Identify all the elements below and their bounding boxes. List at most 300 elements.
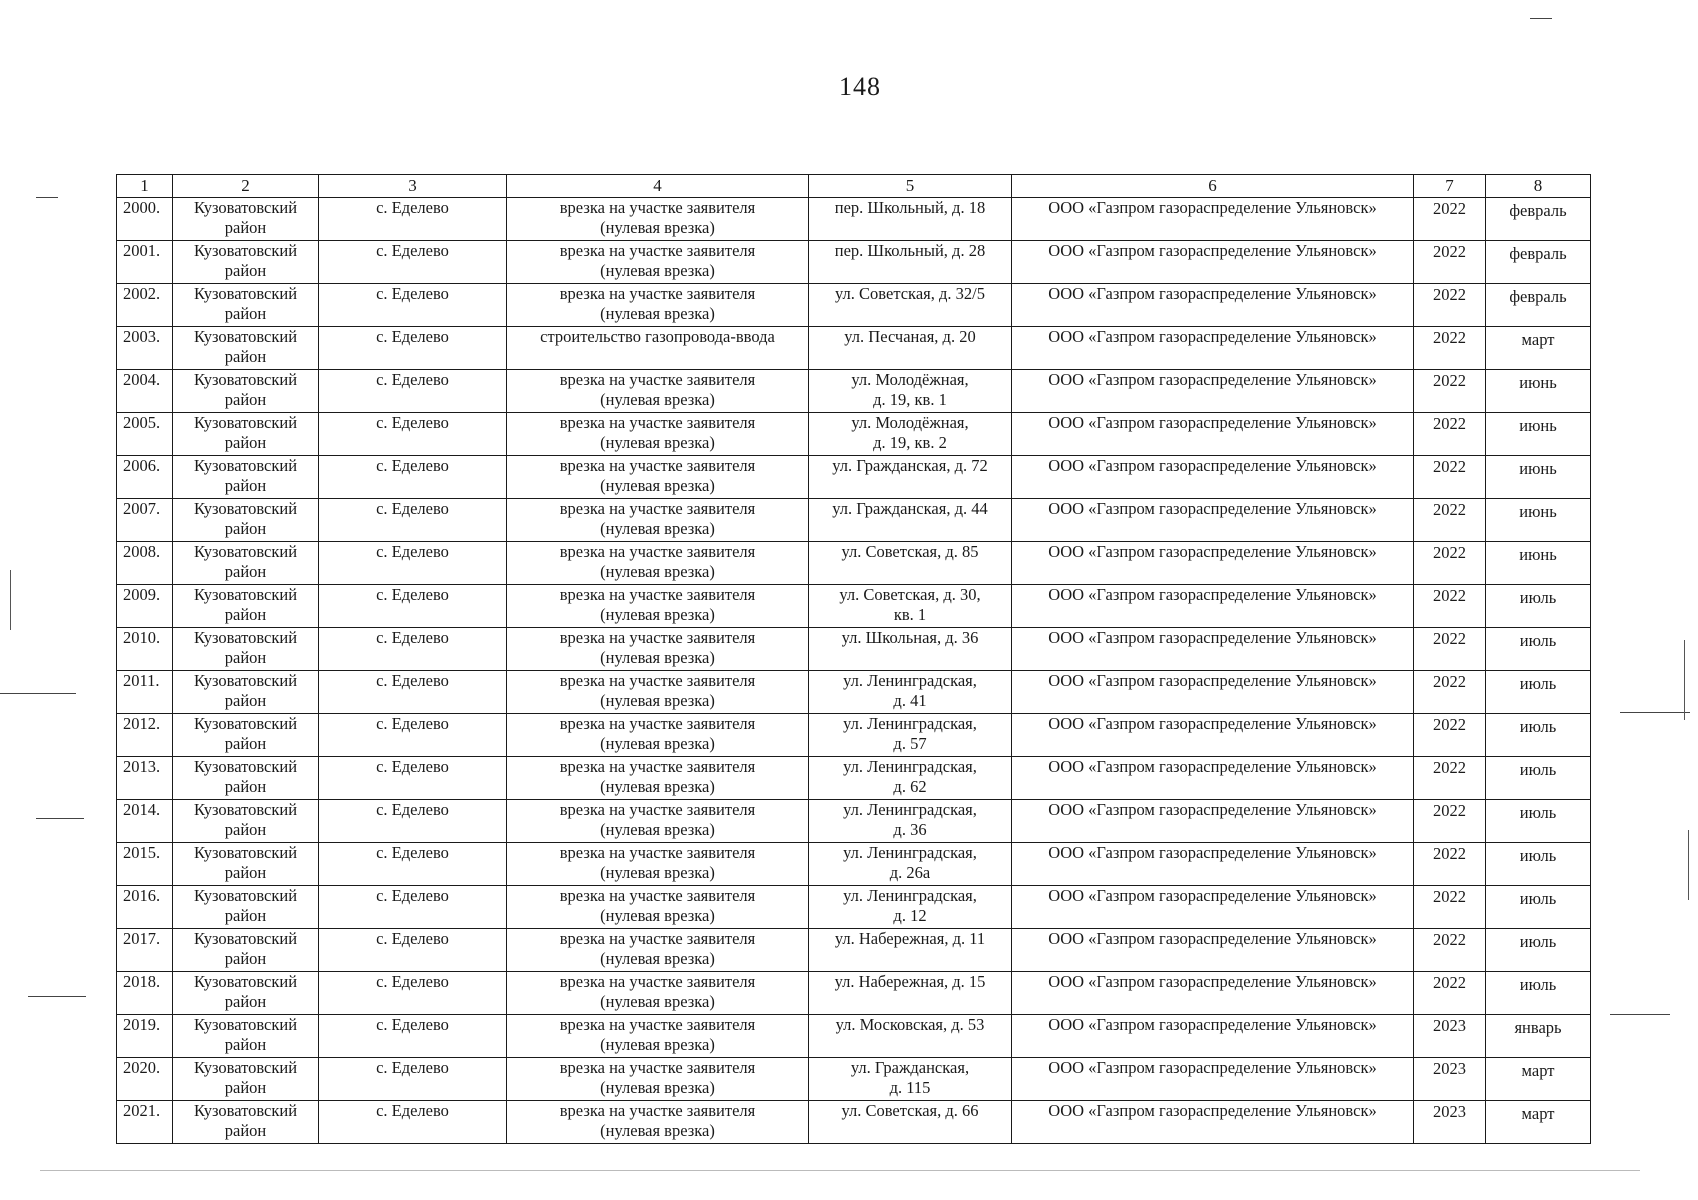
district-cell	[173, 714, 319, 757]
organization-cell: ООО «Газпром газораспределение Ульяновск»	[1012, 1101, 1414, 1144]
header-row	[117, 175, 1591, 198]
district-text: Кузоватовский	[193, 1015, 298, 1034]
village-cell: с. Еделево	[319, 972, 507, 1015]
work-type-text: врезка на участке заявителя	[559, 456, 756, 475]
year-cell: 2022	[1414, 413, 1486, 456]
district-cell	[173, 671, 319, 714]
row-number: 2021.	[117, 1101, 173, 1144]
scan-artifact	[1684, 640, 1685, 720]
row-number: 2006.	[117, 456, 173, 499]
work-type-text: (нулевая врезка)	[600, 1035, 715, 1054]
district-text: Кузоватовский	[193, 456, 298, 475]
month-cell: июль	[1486, 800, 1591, 843]
organization-cell: ООО «Газпром газораспределение Ульяновск»	[1012, 843, 1414, 886]
row-number: 2002.	[117, 284, 173, 327]
month-cell: июль	[1486, 671, 1591, 714]
year-cell: 2022	[1414, 198, 1486, 241]
district-text: Кузоватовский	[193, 542, 298, 561]
month-cell: июнь	[1486, 456, 1591, 499]
district-text: Кузоватовский	[193, 929, 298, 948]
district-cell	[173, 499, 319, 542]
table-row	[117, 1101, 1591, 1144]
work-type-cell	[507, 1058, 809, 1101]
organization-cell: ООО «Газпром газораспределение Ульяновск»	[1012, 972, 1414, 1015]
table-row	[117, 241, 1591, 284]
scan-artifact	[1688, 830, 1689, 900]
village-cell: с. Еделево	[319, 1101, 507, 1144]
district-text: район	[224, 1035, 267, 1054]
district-text: район	[224, 949, 267, 968]
district-text: Кузоватовский	[193, 499, 298, 518]
organization-cell: ООО «Газпром газораспределение Ульяновск»	[1012, 714, 1414, 757]
year-cell: 2022	[1414, 886, 1486, 929]
organization-cell: ООО «Газпром газораспределение Ульяновск»	[1012, 370, 1414, 413]
organization-cell: ООО «Газпром газораспределение Ульяновск»	[1012, 800, 1414, 843]
address-cell	[809, 843, 1012, 886]
month-cell: июль	[1486, 886, 1591, 929]
month-cell: февраль	[1486, 198, 1591, 241]
village-cell: с. Еделево	[319, 1058, 507, 1101]
district-cell	[173, 456, 319, 499]
organization-cell: ООО «Газпром газораспределение Ульяновск»	[1012, 929, 1414, 972]
address-text: д. 19, кв. 1	[873, 390, 947, 409]
address-text: кв. 1	[893, 605, 927, 624]
address-text: д. 62	[893, 777, 927, 796]
work-type-text: врезка на участке заявителя	[559, 1015, 756, 1034]
district-cell	[173, 757, 319, 800]
work-type-text: (нулевая врезка)	[600, 261, 715, 280]
month-cell: июль	[1486, 628, 1591, 671]
year-cell: 2022	[1414, 929, 1486, 972]
row-number: 2020.	[117, 1058, 173, 1101]
district-text: район	[224, 304, 267, 323]
address-text: ул. Ленинградская,	[843, 671, 977, 690]
table-row	[117, 456, 1591, 499]
work-type-text: врезка на участке заявителя	[559, 886, 756, 905]
row-number: 2009.	[117, 585, 173, 628]
scan-artifact	[40, 1170, 1640, 1171]
district-text: район	[224, 648, 267, 667]
work-type-cell	[507, 843, 809, 886]
table-row	[117, 542, 1591, 585]
address-cell	[809, 413, 1012, 456]
address-cell	[809, 671, 1012, 714]
work-type-text: (нулевая врезка)	[600, 218, 715, 237]
work-type-cell	[507, 714, 809, 757]
work-type-text: врезка на участке заявителя	[559, 198, 756, 217]
year-cell: 2022	[1414, 757, 1486, 800]
district-text: район	[224, 433, 267, 452]
district-text: Кузоватовский	[193, 800, 298, 819]
district-text: Кузоватовский	[193, 714, 298, 733]
organization-cell: ООО «Газпром газораспределение Ульяновск»	[1012, 757, 1414, 800]
address-cell	[809, 628, 1012, 671]
work-type-cell	[507, 628, 809, 671]
col-header: 2	[173, 175, 319, 198]
district-cell	[173, 413, 319, 456]
district-text: Кузоватовский	[193, 972, 298, 991]
organization-cell: ООО «Газпром газораспределение Ульяновск»	[1012, 327, 1414, 370]
district-cell	[173, 972, 319, 1015]
work-type-cell	[507, 241, 809, 284]
row-number: 2004.	[117, 370, 173, 413]
district-cell	[173, 843, 319, 886]
page-number: 148	[839, 72, 881, 101]
work-type-text: врезка на участке заявителя	[559, 542, 756, 561]
district-text: район	[224, 562, 267, 581]
year-cell: 2022	[1414, 843, 1486, 886]
village-cell: с. Еделево	[319, 585, 507, 628]
row-number: 2014.	[117, 800, 173, 843]
scan-artifact	[28, 996, 86, 997]
work-type-text: (нулевая врезка)	[600, 519, 715, 538]
organization-cell: ООО «Газпром газораспределение Ульяновск»	[1012, 284, 1414, 327]
row-number: 2001.	[117, 241, 173, 284]
district-text: Кузоватовский	[193, 1058, 298, 1077]
address-text: д. 12	[893, 906, 927, 925]
work-type-cell	[507, 499, 809, 542]
address-text: ул. Ленинградская,	[843, 714, 977, 733]
row-number: 2007.	[117, 499, 173, 542]
table-row	[117, 929, 1591, 972]
table-row	[117, 198, 1591, 241]
district-text: Кузоватовский	[193, 241, 298, 260]
work-type-cell	[507, 327, 809, 370]
scan-artifact	[36, 818, 84, 819]
year-cell: 2022	[1414, 671, 1486, 714]
village-cell: с. Еделево	[319, 542, 507, 585]
table-row	[117, 1015, 1591, 1058]
work-type-text: врезка на участке заявителя	[559, 1101, 756, 1120]
address-text: пер. Школьный, д. 28	[834, 241, 986, 260]
address-cell	[809, 370, 1012, 413]
work-type-text: (нулевая врезка)	[600, 949, 715, 968]
address-text: д. 115	[889, 1078, 931, 1097]
work-type-text: (нулевая врезка)	[600, 691, 715, 710]
district-text: район	[224, 347, 267, 366]
address-text: ул. Гражданская,	[850, 1058, 970, 1077]
district-text: район	[224, 476, 267, 495]
address-text: ул. Гражданская, д. 44	[832, 499, 988, 518]
district-cell	[173, 1058, 319, 1101]
year-cell: 2022	[1414, 800, 1486, 843]
organization-cell: ООО «Газпром газораспределение Ульяновск»	[1012, 585, 1414, 628]
month-cell: июль	[1486, 714, 1591, 757]
organization-cell: ООО «Газпром газораспределение Ульяновск»	[1012, 886, 1414, 929]
district-cell	[173, 1015, 319, 1058]
address-cell	[809, 585, 1012, 628]
work-type-text: врезка на участке заявителя	[559, 714, 756, 733]
district-cell	[173, 198, 319, 241]
year-cell: 2022	[1414, 972, 1486, 1015]
organization-cell: ООО «Газпром газораспределение Ульяновск»	[1012, 456, 1414, 499]
row-number: 2017.	[117, 929, 173, 972]
work-type-text: (нулевая врезка)	[600, 433, 715, 452]
district-text: Кузоватовский	[193, 757, 298, 776]
month-cell: июль	[1486, 757, 1591, 800]
table-row	[117, 370, 1591, 413]
address-text: ул. Набережная, д. 11	[834, 929, 986, 948]
village-cell: с. Еделево	[319, 843, 507, 886]
village-cell: с. Еделево	[319, 413, 507, 456]
work-type-text: (нулевая врезка)	[600, 648, 715, 667]
district-text: район	[224, 734, 267, 753]
address-text: ул. Московская, д. 53	[835, 1015, 985, 1034]
district-text: Кузоватовский	[193, 628, 298, 647]
address-text: д. 41	[893, 691, 927, 710]
address-cell	[809, 198, 1012, 241]
address-text: д. 36	[893, 820, 927, 839]
table-row	[117, 972, 1591, 1015]
month-cell: июль	[1486, 929, 1591, 972]
address-cell	[809, 972, 1012, 1015]
work-type-text: врезка на участке заявителя	[559, 499, 756, 518]
district-text: район	[224, 261, 267, 280]
address-text: ул. Ленинградская,	[843, 800, 977, 819]
work-type-text: (нулевая врезка)	[600, 562, 715, 581]
work-type-cell	[507, 542, 809, 585]
address-text: ул. Гражданская, д. 72	[832, 456, 988, 475]
month-cell: март	[1486, 1101, 1591, 1144]
organization-cell: ООО «Газпром газораспределение Ульяновск»	[1012, 499, 1414, 542]
col-header: 7	[1414, 175, 1486, 198]
col-header: 6	[1012, 175, 1414, 198]
district-text: Кузоватовский	[193, 585, 298, 604]
district-text: район	[224, 820, 267, 839]
district-cell	[173, 370, 319, 413]
district-text: район	[224, 863, 267, 882]
table-row	[117, 628, 1591, 671]
work-type-text: врезка на участке заявителя	[559, 413, 756, 432]
district-text: Кузоватовский	[193, 886, 298, 905]
year-cell: 2022	[1414, 456, 1486, 499]
address-text: ул. Молодёжная,	[851, 413, 969, 432]
work-type-text: (нулевая врезка)	[600, 605, 715, 624]
work-type-text: врезка на участке заявителя	[559, 800, 756, 819]
organization-cell: ООО «Газпром газораспределение Ульяновск»	[1012, 1015, 1414, 1058]
village-cell: с. Еделево	[319, 456, 507, 499]
district-cell	[173, 929, 319, 972]
year-cell: 2022	[1414, 542, 1486, 585]
work-type-text: (нулевая врезка)	[600, 863, 715, 882]
work-type-text: (нулевая врезка)	[600, 777, 715, 796]
village-cell: с. Еделево	[319, 284, 507, 327]
work-type-cell	[507, 929, 809, 972]
col-header: 8	[1486, 175, 1591, 198]
village-cell: с. Еделево	[319, 1015, 507, 1058]
address-text: д. 26а	[889, 863, 931, 882]
organization-cell: ООО «Газпром газораспределение Ульяновск»	[1012, 671, 1414, 714]
month-cell: июль	[1486, 585, 1591, 628]
row-number: 2008.	[117, 542, 173, 585]
organization-cell: ООО «Газпром газораспределение Ульяновск»	[1012, 1058, 1414, 1101]
year-cell: 2023	[1414, 1101, 1486, 1144]
work-type-cell	[507, 1015, 809, 1058]
organization-cell: ООО «Газпром газораспределение Ульяновск»	[1012, 198, 1414, 241]
district-cell	[173, 585, 319, 628]
document-table-container	[116, 174, 1590, 1144]
address-cell	[809, 886, 1012, 929]
work-type-text: врезка на участке заявителя	[559, 843, 756, 862]
address-text: ул. Набережная, д. 15	[834, 972, 986, 991]
district-text: район	[224, 691, 267, 710]
gasification-table	[116, 174, 1591, 1144]
year-cell: 2022	[1414, 585, 1486, 628]
scan-artifact	[1530, 18, 1552, 19]
work-type-text: врезка на участке заявителя	[559, 241, 756, 260]
district-text: Кузоватовский	[193, 1101, 298, 1120]
district-cell	[173, 284, 319, 327]
month-cell: июнь	[1486, 370, 1591, 413]
work-type-cell	[507, 757, 809, 800]
address-cell	[809, 714, 1012, 757]
work-type-text: врезка на участке заявителя	[559, 628, 756, 647]
table-row	[117, 886, 1591, 929]
month-cell: март	[1486, 1058, 1591, 1101]
table-body	[117, 198, 1591, 1144]
table-row	[117, 1058, 1591, 1101]
district-text: район	[224, 992, 267, 1011]
row-number: 2018.	[117, 972, 173, 1015]
district-cell	[173, 327, 319, 370]
district-text: район	[224, 777, 267, 796]
organization-cell: ООО «Газпром газораспределение Ульяновск»	[1012, 413, 1414, 456]
address-cell	[809, 456, 1012, 499]
year-cell: 2022	[1414, 628, 1486, 671]
district-text: Кузоватовский	[193, 198, 298, 217]
row-number: 2013.	[117, 757, 173, 800]
address-text: ул. Ленинградская,	[843, 843, 977, 862]
work-type-cell	[507, 198, 809, 241]
address-cell	[809, 284, 1012, 327]
row-number: 2000.	[117, 198, 173, 241]
village-cell: с. Еделево	[319, 671, 507, 714]
year-cell: 2022	[1414, 499, 1486, 542]
row-number: 2011.	[117, 671, 173, 714]
village-cell: с. Еделево	[319, 241, 507, 284]
row-number: 2005.	[117, 413, 173, 456]
month-cell: июнь	[1486, 413, 1591, 456]
work-type-text: строительство газопровода-ввода	[540, 327, 775, 346]
row-number: 2016.	[117, 886, 173, 929]
scan-artifact	[1610, 1014, 1670, 1015]
district-cell	[173, 1101, 319, 1144]
village-cell: с. Еделево	[319, 628, 507, 671]
work-type-cell	[507, 370, 809, 413]
table-row	[117, 800, 1591, 843]
address-text: ул. Советская, д. 66	[841, 1101, 979, 1120]
work-type-text: врезка на участке заявителя	[559, 757, 756, 776]
table-row	[117, 757, 1591, 800]
village-cell: с. Еделево	[319, 370, 507, 413]
work-type-text: (нулевая врезка)	[600, 304, 715, 323]
work-type-cell	[507, 800, 809, 843]
table-row	[117, 284, 1591, 327]
table-row	[117, 413, 1591, 456]
district-cell	[173, 800, 319, 843]
village-cell: с. Еделево	[319, 929, 507, 972]
month-cell: март	[1486, 327, 1591, 370]
district-text: Кузоватовский	[193, 843, 298, 862]
month-cell: июль	[1486, 972, 1591, 1015]
row-number: 2015.	[117, 843, 173, 886]
work-type-cell	[507, 456, 809, 499]
work-type-text: врезка на участке заявителя	[559, 671, 756, 690]
address-text: ул. Ленинградская,	[843, 757, 977, 776]
work-type-cell	[507, 671, 809, 714]
village-cell: с. Еделево	[319, 198, 507, 241]
month-cell: февраль	[1486, 241, 1591, 284]
year-cell: 2022	[1414, 284, 1486, 327]
address-cell	[809, 542, 1012, 585]
year-cell: 2022	[1414, 714, 1486, 757]
address-cell	[809, 757, 1012, 800]
district-text: район	[224, 906, 267, 925]
village-cell: с. Еделево	[319, 757, 507, 800]
district-text: район	[224, 218, 267, 237]
district-text: район	[224, 390, 267, 409]
address-cell	[809, 800, 1012, 843]
address-text: ул. Советская, д. 30,	[839, 585, 981, 604]
address-cell	[809, 241, 1012, 284]
work-type-cell	[507, 886, 809, 929]
year-cell: 2023	[1414, 1058, 1486, 1101]
year-cell: 2022	[1414, 327, 1486, 370]
village-cell: с. Еделево	[319, 714, 507, 757]
work-type-cell	[507, 972, 809, 1015]
work-type-cell	[507, 585, 809, 628]
village-cell: с. Еделево	[319, 886, 507, 929]
district-text: район	[224, 1078, 267, 1097]
district-text: район	[224, 519, 267, 538]
work-type-text: врезка на участке заявителя	[559, 929, 756, 948]
row-number: 2012.	[117, 714, 173, 757]
work-type-text: врезка на участке заявителя	[559, 1058, 756, 1077]
row-number: 2003.	[117, 327, 173, 370]
address-text: пер. Школьный, д. 18	[834, 198, 986, 217]
district-text: Кузоватовский	[193, 413, 298, 432]
address-cell	[809, 499, 1012, 542]
col-header: 3	[319, 175, 507, 198]
year-cell: 2023	[1414, 1015, 1486, 1058]
work-type-cell	[507, 1101, 809, 1144]
row-number: 2019.	[117, 1015, 173, 1058]
address-text: ул. Молодёжная,	[851, 370, 969, 389]
work-type-text: (нулевая врезка)	[600, 390, 715, 409]
district-text: Кузоватовский	[193, 327, 298, 346]
month-cell: январь	[1486, 1015, 1591, 1058]
col-header: 5	[809, 175, 1012, 198]
work-type-text: врезка на участке заявителя	[559, 585, 756, 604]
address-cell	[809, 929, 1012, 972]
organization-cell: ООО «Газпром газораспределение Ульяновск»	[1012, 241, 1414, 284]
scan-artifact	[0, 693, 76, 694]
month-cell: февраль	[1486, 284, 1591, 327]
table-row	[117, 327, 1591, 370]
village-cell: с. Еделево	[319, 800, 507, 843]
address-text: ул. Школьная, д. 36	[841, 628, 979, 647]
work-type-text: (нулевая врезка)	[600, 1121, 715, 1140]
district-text: район	[224, 1121, 267, 1140]
address-cell	[809, 1015, 1012, 1058]
table-row	[117, 843, 1591, 886]
work-type-text: (нулевая врезка)	[600, 820, 715, 839]
address-text: д. 57	[893, 734, 927, 753]
month-cell: июнь	[1486, 542, 1591, 585]
district-text: Кузоватовский	[193, 671, 298, 690]
work-type-text: врезка на участке заявителя	[559, 972, 756, 991]
work-type-text: (нулевая врезка)	[600, 906, 715, 925]
